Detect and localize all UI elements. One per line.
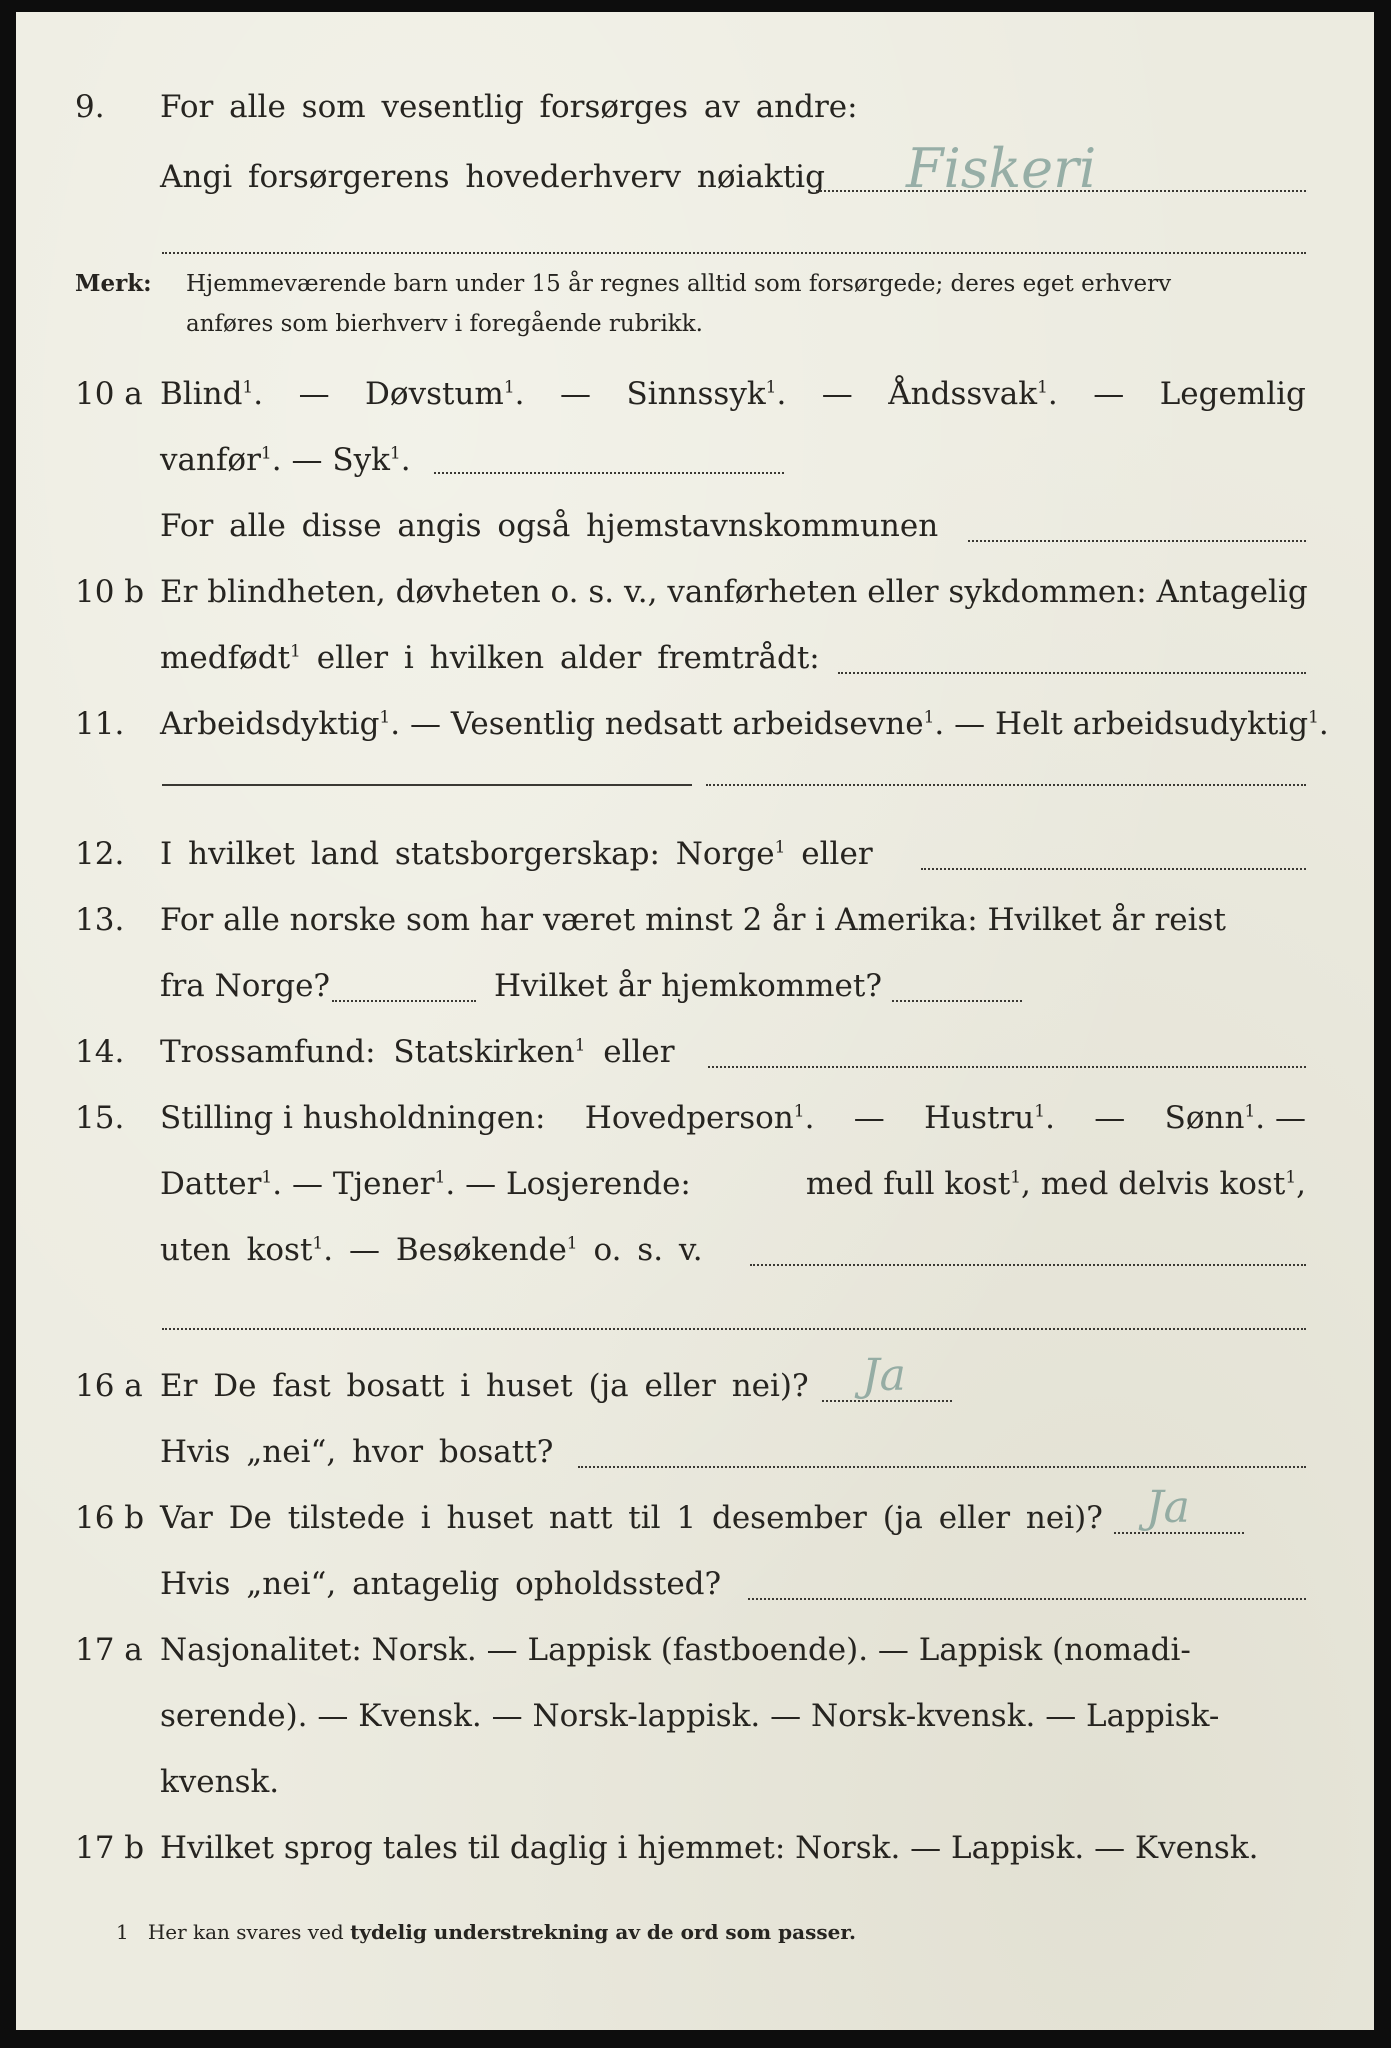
q10a-option-andssvak: Åndssvak$^1$.: [888, 376, 1058, 412]
q13-line2b: Hvilket år hjemkommet?: [494, 968, 882, 1004]
q15-sonn: Sønn$^1$. —: [1164, 1100, 1306, 1136]
q10b-answer-line: [838, 672, 1306, 674]
q15-sep-2: —: [1094, 1100, 1126, 1136]
q10a-line3: For alle disse angis også hjemstavnskommunen: [160, 508, 939, 544]
q14-line1: Trossamfund: Statskirken$^1$ eller: [160, 1034, 675, 1070]
q10b-line1: Er blindheten, døvheten o. s. v., vanførheten eller sykdommen: Antagelig: [160, 574, 1308, 610]
q10a-option-legemlig: Legemlig: [1159, 376, 1306, 412]
q17a-line1: Nasjonalitet: Norsk. — Lappisk (fastboende). — Lappisk (nomadi-: [160, 1632, 1191, 1668]
q15-hustru: Hustru$^1$.: [924, 1100, 1055, 1136]
q16a-handwritten-answer: Ja: [862, 1350, 906, 1401]
footnote: [116, 1920, 856, 1944]
footnote-text: Her kan svares ved: [147, 1920, 344, 1944]
q10b-line2: medfødt$^1$ eller i hvilken alder fremtrådt:: [160, 640, 820, 676]
q10a-number: 10 a: [75, 376, 143, 412]
q9-line2: Angi forsørgerens hovederhverv nøiaktig: [160, 159, 825, 195]
q15-stilling: Stilling i husholdningen:: [160, 1100, 546, 1136]
q11-number: 11.: [75, 706, 125, 742]
q13-number: 13.: [75, 902, 125, 938]
q10b-number: 10 b: [75, 574, 145, 610]
q14-answer-line: [708, 1066, 1306, 1068]
q12-number: 12.: [75, 836, 125, 872]
q11-rule-right: [706, 784, 1306, 786]
q15-extra-line: [162, 1328, 1306, 1330]
q10a-sep-3: —: [821, 376, 853, 412]
footnote-marker: 1: [116, 1920, 129, 1944]
q11-line1: Arbeidsdyktig$^1$. — Vesentlig nedsatt arbeidsevne$^1$. — Helt arbeidsudyktig$^1$.: [160, 706, 1329, 742]
merk-label: Merk:: [75, 270, 152, 297]
q16b-handwritten-answer: Ja: [1146, 1482, 1190, 1533]
q10a-sep-1: —: [298, 376, 330, 412]
q15-line1: [160, 1098, 1306, 1138]
q13-hjemkommet-line: [892, 1000, 1022, 1002]
q10a-line2: vanfør$^1$. — Syk$^1$.: [160, 442, 411, 478]
q15-number: 15.: [75, 1100, 125, 1136]
q15-line3: uten kost$^1$. — Besøkende$^1$ o. s. v.: [160, 1232, 703, 1268]
q15-hovedperson: Hovedperson$^1$.: [584, 1100, 815, 1136]
q10a-option-blind: Blind$^1$.: [160, 376, 264, 412]
q15-sep-1: —: [853, 1100, 885, 1136]
q15-kost-options: med full kost$^1$, med delvis kost$^1$,: [805, 1166, 1306, 1202]
q15-answer-line: [750, 1264, 1306, 1266]
q10a-option-sinnssyk: Sinnssyk$^1$.: [626, 376, 787, 412]
q10a-sep-2: —: [559, 376, 591, 412]
q11-rule-left: [162, 784, 692, 786]
q16b-opholdssted-line: [748, 1598, 1306, 1600]
q10a-sep-4: —: [1093, 376, 1125, 412]
q17a-number: 17 a: [75, 1632, 143, 1668]
q9-line1: For alle som vesentlig forsørges av andre:: [160, 89, 858, 125]
q9-handwritten-answer: Fiskeri: [906, 137, 1097, 200]
q12-answer-line: [921, 868, 1306, 870]
q10a-line1: [160, 374, 1306, 414]
q10a-kommune-line: [968, 540, 1306, 542]
q16a-bosatt-line: [578, 1466, 1306, 1468]
q15-line2: [160, 1164, 1306, 1204]
q16b-number: 16 b: [75, 1500, 145, 1536]
q16b-line1: Var De tilstede i huset natt til 1 desember (ja eller nei)?: [160, 1500, 1103, 1536]
q16a-number: 16 a: [75, 1368, 143, 1404]
merk-line2: anføres som bierhverv i foregående rubrikk.: [186, 311, 703, 337]
q13-reist-line: [332, 1000, 476, 1002]
q17a-line2: serende). — Kvensk. — Norsk-lappisk. — Norsk-kvensk. — Lappisk-: [160, 1698, 1220, 1734]
q16a-line2: Hvis „nei“, hvor bosatt?: [160, 1434, 554, 1470]
q13-line1: For alle norske som har været minst 2 år i Amerika: Hvilket år reist: [160, 902, 1226, 938]
footnote-bold-text: tydelig understrekning av de ord som passer.: [350, 1920, 856, 1944]
merk-line1: Hjemmeværende barn under 15 år regnes alltid som forsørgede; deres eget erhverv: [186, 271, 1172, 297]
q12-line1: I hvilket land statsborgerskap: Norge$^1$ eller: [160, 836, 873, 872]
q17a-line3: kvensk.: [160, 1764, 280, 1800]
q9-extra-line: [162, 252, 1306, 254]
q15-datter: Datter$^1$. — Tjener$^1$. — Losjerende:: [160, 1166, 691, 1202]
q13-line2a: fra Norge?: [160, 968, 331, 1004]
q17b-line1: Hvilket sprog tales til daglig i hjemmet: Norsk. — Lappisk. — Kvensk.: [160, 1830, 1259, 1866]
census-form-page: [16, 12, 1374, 2030]
q17b-number: 17 b: [75, 1830, 145, 1866]
q9-number: 9.: [75, 89, 105, 125]
q14-number: 14.: [75, 1034, 125, 1070]
q16a-line1: Er De fast bosatt i huset (ja eller nei)?: [160, 1368, 809, 1404]
q16b-line2: Hvis „nei“, antagelig opholdssted?: [160, 1566, 722, 1602]
q10a-answer-line: [434, 472, 784, 474]
q10a-option-dovstum: Døvstum$^1$.: [365, 376, 525, 412]
